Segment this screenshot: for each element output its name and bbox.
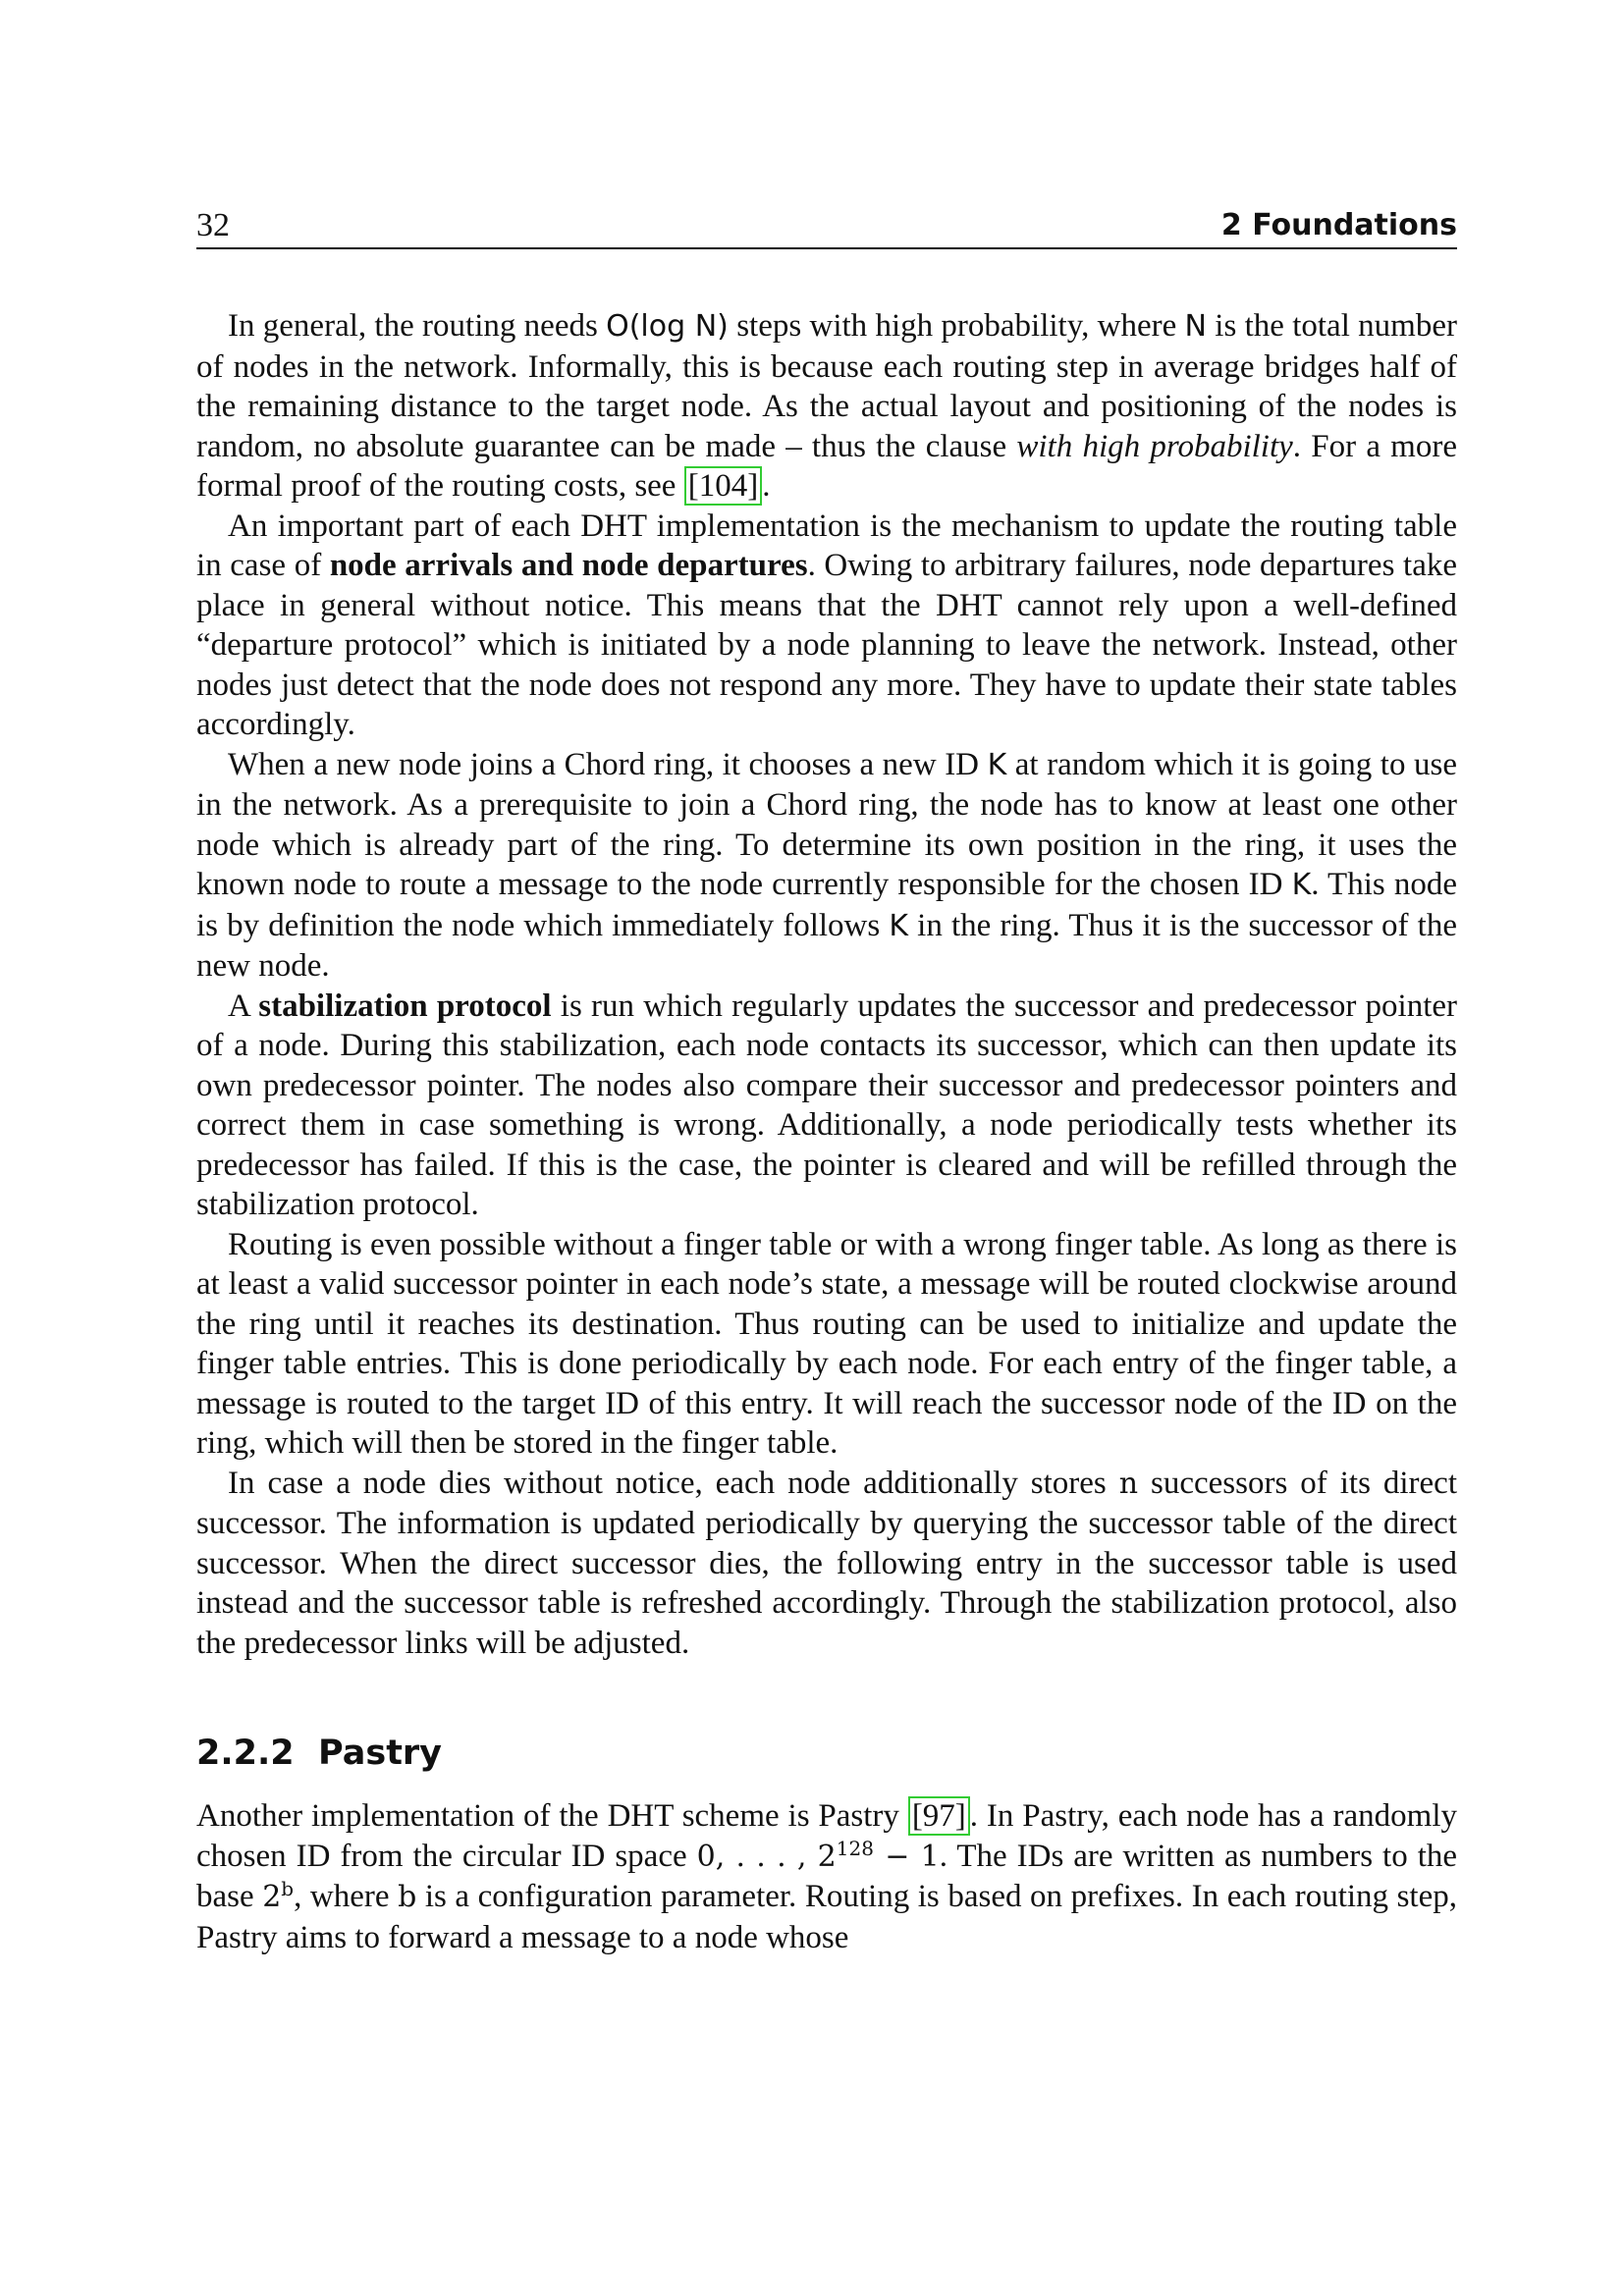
- page-number: 32: [196, 207, 230, 243]
- section-title: Pastry: [318, 1734, 443, 1773]
- chapter-title: 2 Foundations: [1220, 208, 1457, 242]
- bold-term: stabilization protocol: [258, 988, 552, 1024]
- citation-link[interactable]: [97]: [908, 1796, 970, 1836]
- math-k: K: [987, 747, 1007, 782]
- running-header: [196, 202, 1457, 249]
- math-k: K: [1291, 868, 1312, 902]
- citation-link[interactable]: [104]: [684, 466, 762, 506]
- section-number: 2.2.2: [196, 1734, 295, 1773]
- page-body: [196, 306, 1457, 1957]
- math-big-o: O(log N): [606, 309, 729, 344]
- paragraph-finger-table: Routing is even possible without a finger table or with a wrong finger table. As long as there is at least a valid successor pointer in each node’s state, a message will be routed clockwise around the ring until it reaches its destination. Thus routing can be used to initialize and update the finger table entries. This is done periodically by each node. For each entry of the finger table, a message is routed to the target ID of this entry. It will reach the successor node of the ID on the ring, which will then be stored in the finger table.: [196, 1226, 1457, 1461]
- paragraph-successor-list: In case a node dies without notice, each node additionally stores n successors of its direct successor. The information is updated periodically by querying the successor table of the direct successor. When the direct successor dies, the following entry in the successor table is used instead and the successor table is refreshed accordingly. Through the stabilization protocol, also the predecessor links will be adjusted.: [196, 1465, 1457, 1661]
- paragraph-routing-steps: In general, the routing needs O(log N) steps with high probability, where N is the total number of nodes in the network. Informally, this is because each routing step in average bridges half of the remaining distance to the target node. As the actual layout and positioning of the nodes is random, no absolute guarantee can be made – thus the clause with high probability. For a more formal proof of the routing costs, see [104] .: [196, 308, 1457, 504]
- section-heading-pastry: [196, 1732, 1457, 1775]
- math-id-space: 0, . . . , $2^{128} - 1$: [696, 1836, 940, 1874]
- paragraph-pastry-intro: Another implementation of the DHT scheme is Pastry [97] . In Pastry, each node has a randomly chosen ID from the circular ID space 0, . . . , $2^{128} - 1$. The IDs are written as numbers to the base 2$^b$, where b is a configuration parameter. Routing is based on prefixes. In each routing step, Pastry aims to forward a message to a node whose: [196, 1798, 1458, 1955]
- math-b: b: [398, 1880, 417, 1914]
- math-n: N: [1184, 309, 1207, 344]
- paragraph-stabilization: A stabilization protocol is run which regularly updates the successor and predecessor pointer of a node. During this stabilization, each node contacts its successor, which can then update its own predecessor pointer. The nodes also compare their successor and predecessor pointers and correct them in case something is wrong. Additionally, a node periodically tests whether its predecessor has failed. If this is the case, the pointer is cleared and will be refilled through the stabilization protocol.: [196, 988, 1458, 1222]
- math-base: 2$^b$: [262, 1877, 295, 1914]
- bold-term: node arrivals and node departures: [329, 548, 808, 583]
- emphasis-text: with high probability: [1016, 428, 1293, 464]
- paragraph-node-join: When a new node joins a Chord ring, it chooses a new ID K at random which it is going to use in the network. As a prerequisite to join a Chord ring, the node has to know at least one other node which is already part of the ring. To determine its own position in the ring, it uses the known node to route a message to the node currently responsible for the chosen ID K. This node is by definition the node which immediately follows K in the ring. Thus it is the successor of the new node.: [196, 746, 1457, 984]
- math-n-lower: n: [1118, 1466, 1139, 1501]
- math-k: K: [889, 908, 909, 943]
- paragraph-node-departures: An important part of each DHT implementation is the mechanism to update the routing table in case of node arrivals and node departures. Owing to arbitrary failures, node departures take place in general without notice. This means that the DHT cannot rely upon a well-defined “departure protocol” which is initiated by a node planning to leave the network. Instead, other nodes just detect that the node does not respond any more. They have to update their state tables accordingly.: [196, 507, 1457, 742]
